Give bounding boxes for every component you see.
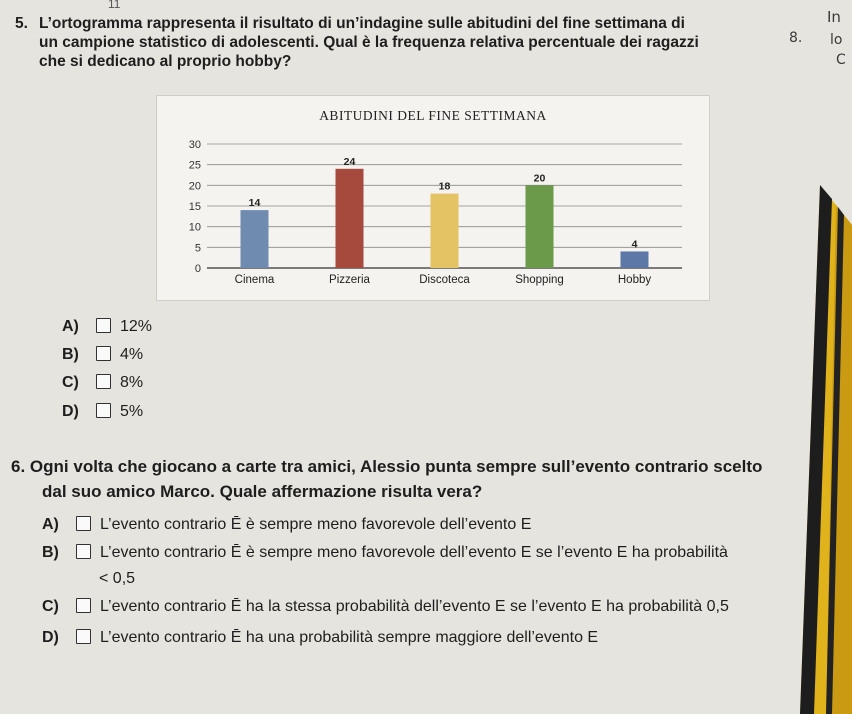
question-6-number: 6. xyxy=(11,457,26,476)
question-5-number: 5. xyxy=(15,15,28,32)
pencil-image xyxy=(792,185,852,714)
checkbox[interactable] xyxy=(96,403,111,418)
question-5-line-2: un campione statistico di adolescenti. Qual è la frequenza relativa percentuale dei ragazzi xyxy=(39,34,699,51)
margin-note-c: C xyxy=(836,52,846,68)
checkbox[interactable] xyxy=(96,318,111,333)
q5-option-c[interactable]: C) 8% xyxy=(62,374,144,391)
q6-option-a[interactable]: A) L’evento contrario Ē è sempre meno favorevole dell’evento E xyxy=(42,516,532,533)
category-label: Pizzeria xyxy=(329,274,370,286)
y-tick-label: 25 xyxy=(188,159,201,172)
q6-option-b[interactable]: B) L’evento contrario Ē è sempre meno favorevole dell’evento E se l’evento E ha probabilità xyxy=(42,544,728,561)
bar-hobby xyxy=(621,251,649,268)
chart-title: ABITUDINI DEL FINE SETTIMANA xyxy=(319,108,547,123)
q6-option-d[interactable]: D) L’evento contrario Ē ha una probabilità sempre maggiore dell’evento E xyxy=(42,629,599,646)
question-5-text xyxy=(15,14,755,71)
bar-discoteca xyxy=(431,194,459,268)
category-label: Shopping xyxy=(515,274,564,286)
bar-chart-svg xyxy=(157,96,709,300)
q5-option-d[interactable]: D) 5% xyxy=(62,403,144,420)
bar-cinema xyxy=(241,210,269,268)
question-6-line-1: 6. Ogni volta che giocano a carte tra amici, Alessio punta sempre sull’evento contrario scelto xyxy=(11,457,763,476)
q6-option-c[interactable]: C) L’evento contrario Ē ha la stessa probabilità dell’evento E se l’evento E ha probabilità 0,5 xyxy=(42,598,729,615)
y-tick-label: 30 xyxy=(188,139,201,151)
q6-option-b-continuation: < 0,5 xyxy=(99,570,136,587)
margin-note-lo: lo xyxy=(830,32,843,48)
margin-note-number: 8. xyxy=(789,30,803,46)
question-5-line-3: che si dedicano al proprio hobby? xyxy=(39,53,292,70)
question-5-line-1: 5. L’ortogramma rappresenta il risultato di un’indagine sulle abitudini del fine settimana di xyxy=(15,15,685,32)
data-label: 20 xyxy=(533,172,546,185)
data-label: 14 xyxy=(248,197,261,210)
checkbox[interactable] xyxy=(96,346,111,361)
data-label: 18 xyxy=(438,180,451,193)
y-tick-label: 0 xyxy=(194,263,201,275)
y-tick-label: 5 xyxy=(194,242,201,255)
checkbox[interactable] xyxy=(76,544,91,559)
question-6-line-2: dal suo amico Marco. Quale affermazione risulta vera? xyxy=(42,482,483,501)
category-label: Discoteca xyxy=(419,274,470,286)
checkbox[interactable] xyxy=(76,598,91,613)
y-tick-label: 15 xyxy=(188,201,201,213)
checkbox[interactable] xyxy=(76,516,91,531)
bar-pizzeria xyxy=(336,169,364,268)
margin-note-in: In xyxy=(827,8,841,26)
y-tick-label: 10 xyxy=(188,221,201,234)
data-label: 24 xyxy=(343,155,356,168)
q5-option-b[interactable]: B) 4% xyxy=(62,346,144,363)
bar-shopping xyxy=(526,185,554,268)
checkbox[interactable] xyxy=(76,629,91,644)
category-label: Cinema xyxy=(234,274,275,286)
bar-chart xyxy=(156,95,710,301)
page-number: 11 xyxy=(108,0,121,11)
checkbox[interactable] xyxy=(96,374,111,389)
q5-option-a[interactable]: A) 12% xyxy=(62,318,153,335)
data-label: 4 xyxy=(631,238,638,251)
y-tick-label: 20 xyxy=(188,180,201,193)
category-label: Hobby xyxy=(617,274,652,286)
